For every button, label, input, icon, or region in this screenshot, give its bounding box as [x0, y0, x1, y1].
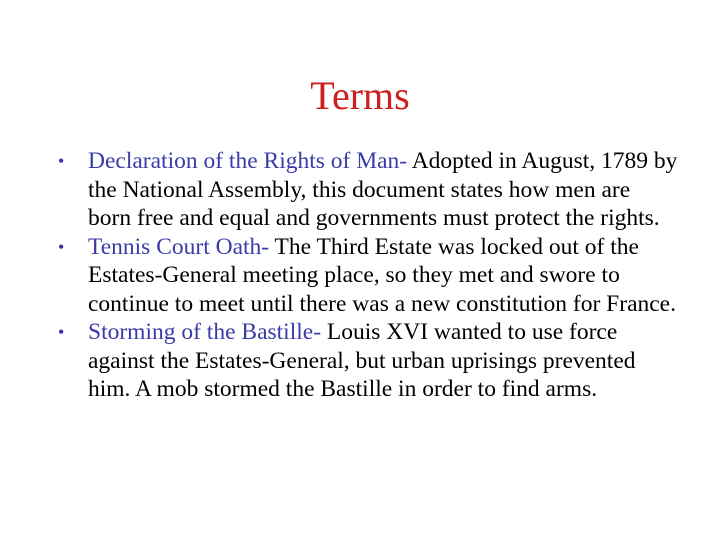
term-bastille: Storming of the Bastille-	[88, 319, 322, 345]
definition-declaration: Adopted in August, 1789 by the National Assembly, this document states how men are born free and equal and governments must protect the rights.	[88, 148, 678, 231]
bullet-marker-icon: •	[58, 322, 65, 342]
definition-tennis-court-oath: The Third Estate was locked out of the Estates-General meeting place, so they met and swore to continue to meet until there was a new constitution for France.	[88, 233, 676, 317]
slide-title: Terms	[310, 73, 410, 118]
bullet-list	[58, 147, 678, 404]
bullet-item-declaration	[58, 147, 678, 233]
bullet-item-bastille	[58, 318, 678, 404]
term-tennis-court-oath: Tennis Court Oath-	[88, 233, 270, 260]
definition-bastille: Louis XVI wanted to use force against the Estates-General, but urban uprisings prevented him. A mob stormed the Bastille in order to find arms.	[88, 319, 636, 402]
term-declaration: Declaration of the Rights of Man-	[88, 148, 408, 174]
bullet-marker-icon: •	[58, 151, 65, 171]
bullet-marker-icon: •	[58, 236, 65, 257]
bullet-item-tennis-court-oath	[58, 233, 678, 319]
